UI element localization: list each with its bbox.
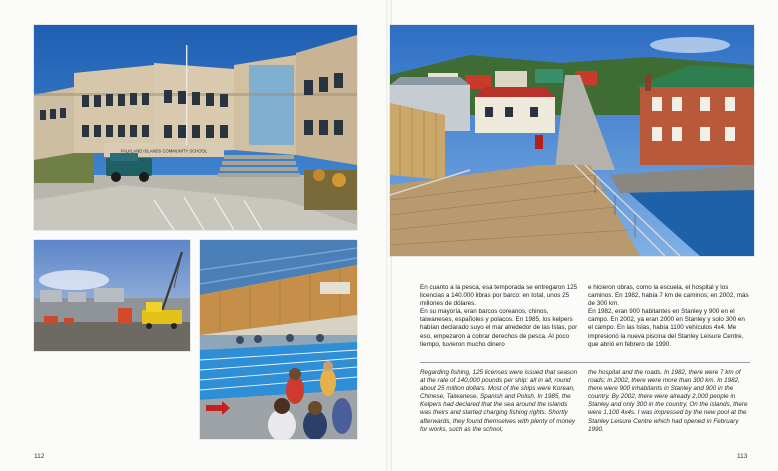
spanish-paragraph: En 1982, eran 900 habitantes en Stanley y 900 en el campo. En 2002, ya eran 2000 en Stanley y solo 300 en el campo. En las Islas, había 1100 vehículos 4x4. Me impresionó la nueva piscina del Stanley Leisure Centre, que abrió en febrero de 1990. (588, 308, 745, 348)
language-divider (420, 362, 750, 363)
spanish-paragraph: e hicieron obras, como la escuela, el hospital y los caminos. En 1982, había 7 km de caminos; en 2002, más de 300 km. (588, 284, 749, 308)
english-text-left-column (420, 369, 578, 434)
english-paragraph: the hospital and the roads. In 1982, there were 7 km of roads; in 2002, there were more than 300 km. In 1982, there were 900 inhabitants in Stanley and 900 in the country. By 2002, there were already 2,000 people in Stanley and only 300 in the country. On the islands, there were 1,100 4x4s. I was impressed by the new pool at the Stanley Leisure Centre which had opened in February 1990. (588, 369, 748, 433)
page-number-left: 112 (34, 453, 45, 460)
photo-community-school (34, 25, 357, 230)
spanish-text-left-column (420, 284, 578, 349)
english-text-right-column (588, 369, 750, 434)
school-sign: FALKLAND ISLANDS COMMUNITY SCHOOL (120, 148, 208, 154)
page-number-right: 113 (737, 453, 748, 460)
community-school-illustration (34, 25, 357, 230)
harbour-crane-illustration (34, 240, 190, 351)
photo-swimming-pool (200, 240, 357, 439)
photo-harbour-crane (34, 240, 190, 351)
stanley-jetty-illustration (390, 25, 754, 256)
spanish-paragraph: En cuanto a la pesca, esa temporada se entregaron 125 licencias a 140.000 libras por barco: en total, unos 25 millones de dólares. (420, 284, 578, 308)
english-paragraph: Regarding fishing, 125 licenses were issued that season at the rate of 140,000 pounds per ship: all in all, round about 25 million dollars. Most of the ships were Korean, Chinese, Taiwanese, Spanish and Polish. In 1985, the Kelpers had declared that the sea around the islands was theirs and started charging fishing rights. Shortly afterwards, they found themselves with plenty of money for works, such as the school, (420, 369, 578, 433)
swimming-pool-illustration (200, 240, 357, 439)
photo-stanley-jetty (390, 25, 754, 256)
spanish-text-right-column (588, 284, 750, 349)
spanish-paragraph: En su mayoría, eran barcos coreanos, chinos, taiwaneses, españoles y polacos. En 1985, los kelpers habían declarado suyo el mar alrededor de las Islas, por eso, empezaron a cobrar derechos de pesca. Al poco tiempo, tuvieron mucho dinero (420, 308, 578, 348)
